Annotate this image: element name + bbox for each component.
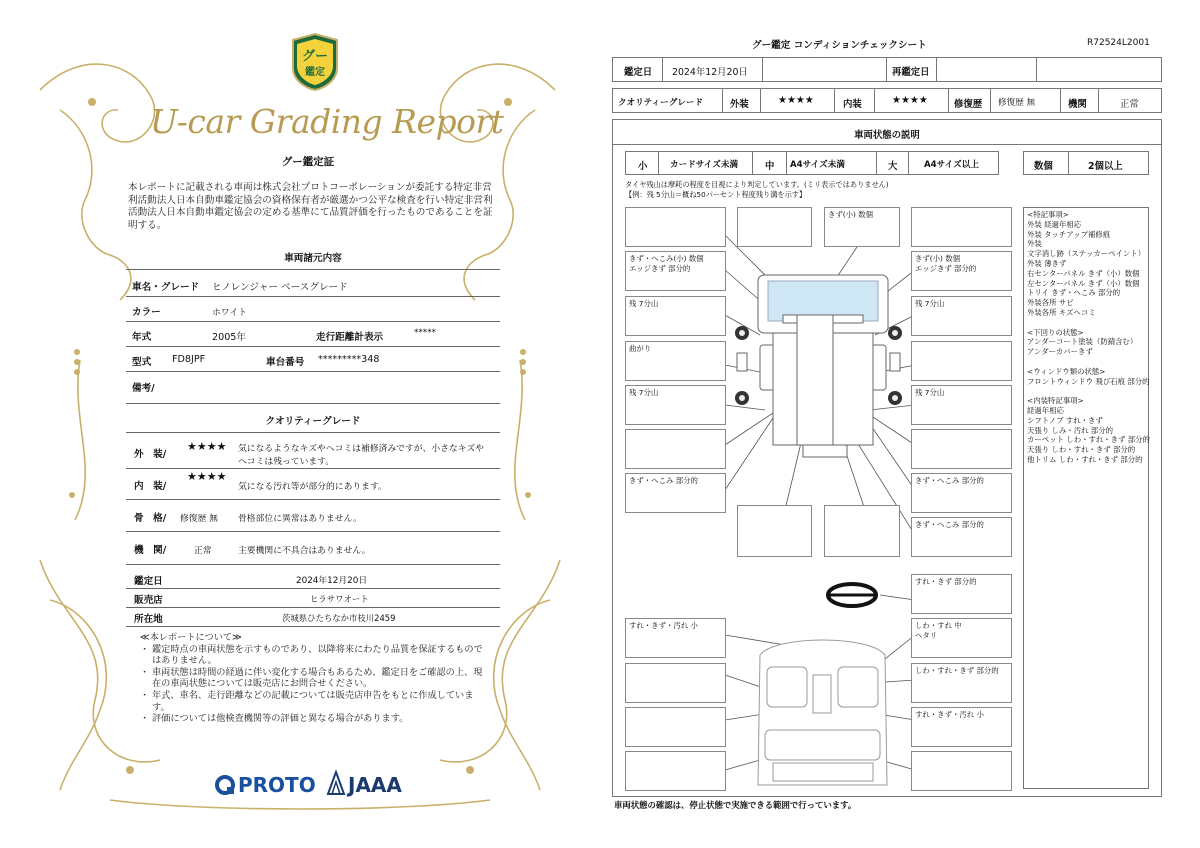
condition-heading: 車両状態の説明 [854,130,920,141]
damage-box [911,429,1012,469]
note-bullet: ・ [140,713,150,725]
damage-box-left-3 [625,341,726,381]
damage-box-top [824,207,900,247]
special-note-line [1027,386,1150,396]
special-note-line: 天張り しみ・汚れ 部分的 [1027,425,1113,435]
note-item [140,713,490,725]
damage-box-left-1 [625,251,726,291]
redate-label: 再鑑定日 [892,67,930,78]
damage-box-left-6 [625,473,726,513]
damage-text: すれ・きず・汚れ 小 [629,621,698,630]
exterior-text-2: ヘコミは残っています。 [238,457,335,467]
jaaa-logo-icon [326,770,346,796]
divider [126,588,500,589]
engine-value: 正常 [194,546,212,556]
divider [126,531,500,532]
tire-box-right-front [911,296,1012,336]
special-note-line: トリイ きず・へこみ 部分的 [1027,288,1121,298]
special-note-line: フロントウィンドウ 飛び石痕 部分的 [1027,376,1150,386]
damage-text: エッジきず 部分的 [915,264,977,273]
engine-label: 機 関/ [134,545,167,556]
damage-box [911,341,1012,381]
interior-box-left-1 [625,618,726,658]
interior-box-right-2 [911,618,1012,658]
ext-stars: ★★★★ [778,95,814,106]
special-note-line: アンダーコート塗装（防錆含む） [1027,337,1138,347]
spec-heading: 車両諸元内容 [284,253,342,264]
count-label: 数個 [1034,161,1053,172]
damage-box-right-7 [911,517,1012,557]
note-text: 鑑定時点の車両状態を示すものであり、以降将来にわたり品質を保証するものではありません。 [152,643,483,667]
dealer-value: ヒラサワオート [310,594,369,604]
proto-logo-icon [214,774,236,796]
tire-box-left-front [625,296,726,336]
interior-box-right-4 [911,707,1012,747]
size-small: 小 [638,161,648,172]
divider [126,403,500,404]
tire-box-left-rear [625,385,726,425]
damage-text: きず・へこみ(小) 数個 [629,254,704,263]
note-bullet: ・ [140,689,150,701]
jaaa-logo-text: JAAA [348,773,402,797]
damage-text: きず・へこみ 部分的 [629,476,698,485]
color-label: カラー [132,307,161,318]
special-note-line: 外装各所 サビ [1027,298,1074,308]
damage-text: エッジきず 部分的 [629,264,691,273]
date-label: 鑑定日 [134,576,163,587]
special-notes-list [1027,210,1150,465]
damage-box-right-1 [911,251,1012,291]
interior-box-right-3 [911,663,1012,703]
damage-text: 曲がり [629,344,652,353]
date-label: 鑑定日 [624,67,653,78]
special-note-line: <内装特記事項> [1027,396,1084,406]
frame-value: 修復歴 無 [180,514,218,524]
address-value: 茨城県ひたちなか市枝川2459 [282,613,396,623]
engine-label: 機関 [1068,99,1087,110]
interior-box [911,751,1012,791]
note-item [140,690,490,713]
special-note-line: 外装 経過年相応 [1027,219,1082,229]
exterior-text-1: 気になるようなキズやヘコミは補修済みですが、小さなキズや [238,444,484,454]
divider [126,607,500,608]
frame-label: 骨 格/ [134,513,167,524]
special-note-line: 外装 [1027,239,1042,249]
divider [126,269,500,270]
certificate-title: グー鑑定証 [281,156,335,168]
report-notes [140,632,490,725]
size-medium-desc: A4サイズ未満 [790,160,845,170]
divider [126,432,500,433]
badge-line1: グー [301,49,328,64]
chassis-value: *********348 [318,354,380,365]
int-stars: ★★★★ [892,95,928,106]
model-value: FD8JPF [172,354,206,365]
chassis-label: 車台番号 [266,357,305,368]
damage-text: きず・へこみ 部分的 [915,476,984,485]
note-text: 評価については他検査機関等の評価と異なる場合があります。 [152,713,409,725]
year-label: 年式 [132,332,152,343]
special-note-line [1027,357,1150,367]
mileage-label: 走行距離計表示 [316,332,384,343]
size-large-desc: A4サイズ以上 [924,160,979,170]
frame-text: 骨格部位に異常はありません。 [238,514,362,524]
document-id: R72524L2001 [1087,38,1150,48]
proto-logo-text: PROTO [238,773,316,797]
damage-text: しわ・すれ 中 [915,621,962,630]
engine-text: 主要機関に不具合はありません。 [238,546,371,556]
date-value: 2024年12月20日 [296,576,368,586]
damage-text: すれ・きず 部分的 [915,577,977,586]
special-note-line: <ウィンドウ類の状態> [1027,366,1106,376]
interior-label: 内 装/ [134,481,167,492]
damage-box [737,207,812,247]
note-bullet: ・ [140,666,150,678]
model-label: 型式 [132,357,152,368]
name-label: 車名・グレード [132,282,200,293]
dealer-label: 販売店 [134,595,163,606]
damage-text: ヘタリ [915,631,938,640]
quality-heading: クオリティーグレード [265,416,361,427]
special-note-line: 左センターパネル きず（小）数個 [1027,278,1140,288]
name-value: ヒノレンジャー ベースグレード [212,282,348,293]
exterior-label: 外 装/ [134,449,167,460]
tire-box-right-rear [911,385,1012,425]
exterior-stars: ★★★★ [187,440,227,453]
damage-text: きず・へこみ 部分的 [915,520,984,529]
divider [126,564,500,565]
note-bullet: ・ [140,643,150,655]
color-value: ホワイト [212,308,247,318]
special-note-line: アンダーカバーきず [1027,347,1093,357]
damage-text: すれ・きず・汚れ 小 [915,710,984,719]
special-note-line: シフトノブ すれ・きず [1027,415,1103,425]
tire-note-1: タイヤ残山は摩耗の程度を目視により判定しています。(ミリ表示ではありません) [625,180,889,189]
ext-label: 外装 [730,99,749,110]
damage-box [737,505,812,557]
badge-line2: 鑑定 [305,67,325,78]
note-text: 年式、車名、走行距離などの記載については販売店申告をもとに作成しています。 [152,689,474,713]
int-label: 内装 [843,99,862,110]
count-desc: 2個以上 [1088,161,1123,172]
special-note-line: 文字消し跡（ステッカーペイント） [1027,249,1146,259]
size-large: 大 [888,161,898,172]
tire-note-2: 【例：残 5分山＝概ね50パーセント程度残り溝を示す】 [625,190,807,199]
special-note-line: 右センターパネル きず（小）数個 [1027,268,1140,278]
notes-title: ≪本レポートについて≫ [140,632,242,643]
special-note-line: 外装各所 キズヘコミ [1027,307,1096,317]
tire-text: 残 7分山 [629,299,659,308]
divider [126,626,500,627]
special-note-line: 他トリム しわ・すれ・きず 部分的 [1027,454,1143,464]
goo-kantei-badge [287,32,343,92]
bottom-note: 車両状態の確認は、停止状態で実施できる範囲で行っています。 [614,800,857,810]
interior-box-steering [911,574,1012,614]
note-item [140,667,490,690]
special-note-line: <下回りの状態> [1027,327,1084,337]
date-value: 2024年12月20日 [672,67,748,78]
address-label: 所在地 [134,614,163,625]
repair-label: 修復歴 [954,99,983,110]
damage-box [625,207,726,247]
size-small-desc: カードサイズ未満 [670,160,739,170]
interior-box [625,751,726,791]
repair-value: 修復歴 無 [998,98,1036,108]
sheet-title: グー鑑定 コンディションチェックシート [752,40,927,51]
interior-box [625,663,726,703]
special-note-line: 天張り しわ・すれ・きず 部分的 [1027,445,1136,455]
report-title: U-car Grading Report [150,102,504,141]
grade-label: クオリティーグレード [618,98,704,108]
divider [126,321,500,322]
divider [126,346,500,347]
special-note-line: カーペット しわ・すれ・きず 部分的 [1027,435,1150,445]
damage-box [824,505,900,557]
special-note-line: 外装 薄きず [1027,258,1067,268]
note-item [140,644,490,667]
special-note-line: 外装 タッチアップ補修痕 [1027,229,1111,239]
interior-stars: ★★★★ [187,470,227,483]
tire-text: 残 7分山 [915,388,945,397]
damage-box [625,429,726,469]
remarks-label: 備考/ [132,383,155,394]
divider [126,499,500,500]
tire-text: 残 7分山 [629,388,659,397]
damage-box-right-6 [911,473,1012,513]
divider [126,468,500,469]
special-note-line: 経過年相応 [1027,405,1064,415]
divider [126,371,500,372]
damage-text: しわ・すれ・きず 部分的 [915,666,999,675]
engine-value: 正常 [1120,99,1139,110]
divider [126,296,500,297]
interior-text: 気になる汚れ等が部分的にあります。 [238,482,387,492]
year-value: 2005年 [212,332,247,343]
damage-box [911,207,1012,247]
size-medium: 中 [765,161,775,172]
note-text: 車両状態は時間の経過に伴い変化する場合もあるため、鑑定日をご確認の上、現在の車両状態については販売店にお問合せください。 [152,666,483,690]
damage-text: きず(小) 数個 [915,254,961,263]
special-note-line: <特記事項> [1027,210,1069,219]
mileage-value: ***** [414,328,436,338]
special-note-line [1027,318,1150,328]
tire-text: 残 7分山 [915,299,945,308]
certificate-body: 本レポートに記載される車両は株式会社プロトコーポレーションが委託する特定非営利活動法人日本自動車鑑定協会の資格保有者が厳選かつ公平な検査を行い特定非営利活動法人日本自動車鑑定協会の定める基準にて品質評価を行ったものであることを証明する。 [128,182,493,231]
damage-text: きず(小) 数個 [828,210,874,219]
interior-box [625,707,726,747]
